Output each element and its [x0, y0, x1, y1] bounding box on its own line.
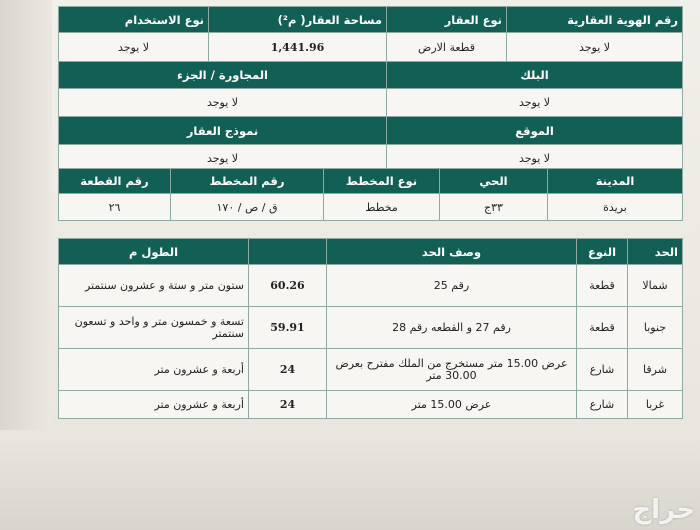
boundary-type: قطعة	[577, 307, 628, 349]
value-plan-type: مخطط	[324, 194, 440, 221]
watermark-logo: حراج	[632, 495, 695, 525]
value-property-area: 1,441.96	[209, 33, 387, 62]
info-header-row-3	[59, 117, 683, 145]
header-length-number	[249, 239, 327, 265]
header-plan-number: رقم المخطط	[171, 169, 324, 194]
info-value-row-2	[59, 89, 683, 117]
boundary-length-words: تسعة و خمسون متر و واحد و تسعون سنتمتر	[59, 307, 249, 349]
plan-value-row	[59, 194, 683, 221]
boundary-length-words: أربعة و عشرون متر	[59, 391, 249, 419]
value-property-type: قطعة الارض	[387, 33, 507, 62]
header-location: الموقع	[387, 117, 683, 145]
header-property-area: مساحة العقار( م²)	[209, 7, 387, 33]
header-property-id: رقم الهوية العقارية	[507, 7, 683, 33]
value-property-id: لا يوجد	[507, 33, 683, 62]
info-value-row-1	[59, 33, 683, 62]
info-header-row-2	[59, 62, 683, 89]
boundaries-table	[58, 238, 683, 419]
value-block: لا يوجد	[387, 89, 683, 117]
header-district: الحي	[440, 169, 548, 194]
boundary-side: جنوبا	[628, 307, 683, 349]
header-boundary: الحد	[628, 239, 683, 265]
header-usage-type: نوع الاستخدام	[59, 7, 209, 33]
boundary-side: غربا	[628, 391, 683, 419]
table-row	[59, 349, 683, 391]
boundary-description: رقم 25	[327, 265, 577, 307]
boundary-type: شارع	[577, 349, 628, 391]
plan-header-row	[59, 169, 683, 194]
boundary-side: شمالا	[628, 265, 683, 307]
boundary-type: شارع	[577, 391, 628, 419]
boundary-length-number: 24	[249, 349, 327, 391]
info-header-row-1	[59, 7, 683, 33]
value-location: لا يوجد	[387, 145, 683, 173]
header-plot-number: رقم القطعة	[59, 169, 171, 194]
boundaries-header-row	[59, 239, 683, 265]
property-info-table	[58, 6, 683, 173]
boundary-length-words: ستون متر و ستة و عشرون سنتمتر	[59, 265, 249, 307]
header-type: النوع	[577, 239, 628, 265]
value-city: بريدة	[548, 194, 683, 221]
header-city: المدينة	[548, 169, 683, 194]
value-usage-type: لا يوجد	[59, 33, 209, 62]
header-plan-type: نوع المخطط	[324, 169, 440, 194]
value-neighbourhood-part: لا يوجد	[59, 89, 387, 117]
boundary-length-words: أربعة و عشرون متر	[59, 349, 249, 391]
value-property-model: لا يوجد	[59, 145, 387, 173]
header-length: الطول م	[59, 239, 249, 265]
boundary-side: شرقا	[628, 349, 683, 391]
value-district: ٣٣ج	[440, 194, 548, 221]
boundary-type: قطعة	[577, 265, 628, 307]
boundary-description: عرض 15.00 متر	[327, 391, 577, 419]
table-row	[59, 265, 683, 307]
header-description: وصف الحد	[327, 239, 577, 265]
plan-info-table	[58, 168, 683, 221]
header-block: البلك	[387, 62, 683, 89]
boundary-description: عرض 15.00 متر مستخرج من الملك مفترح بعرض 30.00 متر	[327, 349, 577, 391]
boundary-length-number: 59.91	[249, 307, 327, 349]
boundary-length-number: 24	[249, 391, 327, 419]
header-property-type: نوع العقار	[387, 7, 507, 33]
table-row	[59, 307, 683, 349]
value-plan-number: ق / ص / ١٧٠	[171, 194, 324, 221]
value-plot-number: ٢٦	[59, 194, 171, 221]
table-row	[59, 391, 683, 419]
header-neighbourhood-part: المجاورة / الجزء	[59, 62, 387, 89]
page-left-margin	[0, 0, 52, 430]
header-property-model: نموذج العقار	[59, 117, 387, 145]
boundary-length-number: 60.26	[249, 265, 327, 307]
boundary-description: رقم 27 و القطعه رقم 28	[327, 307, 577, 349]
